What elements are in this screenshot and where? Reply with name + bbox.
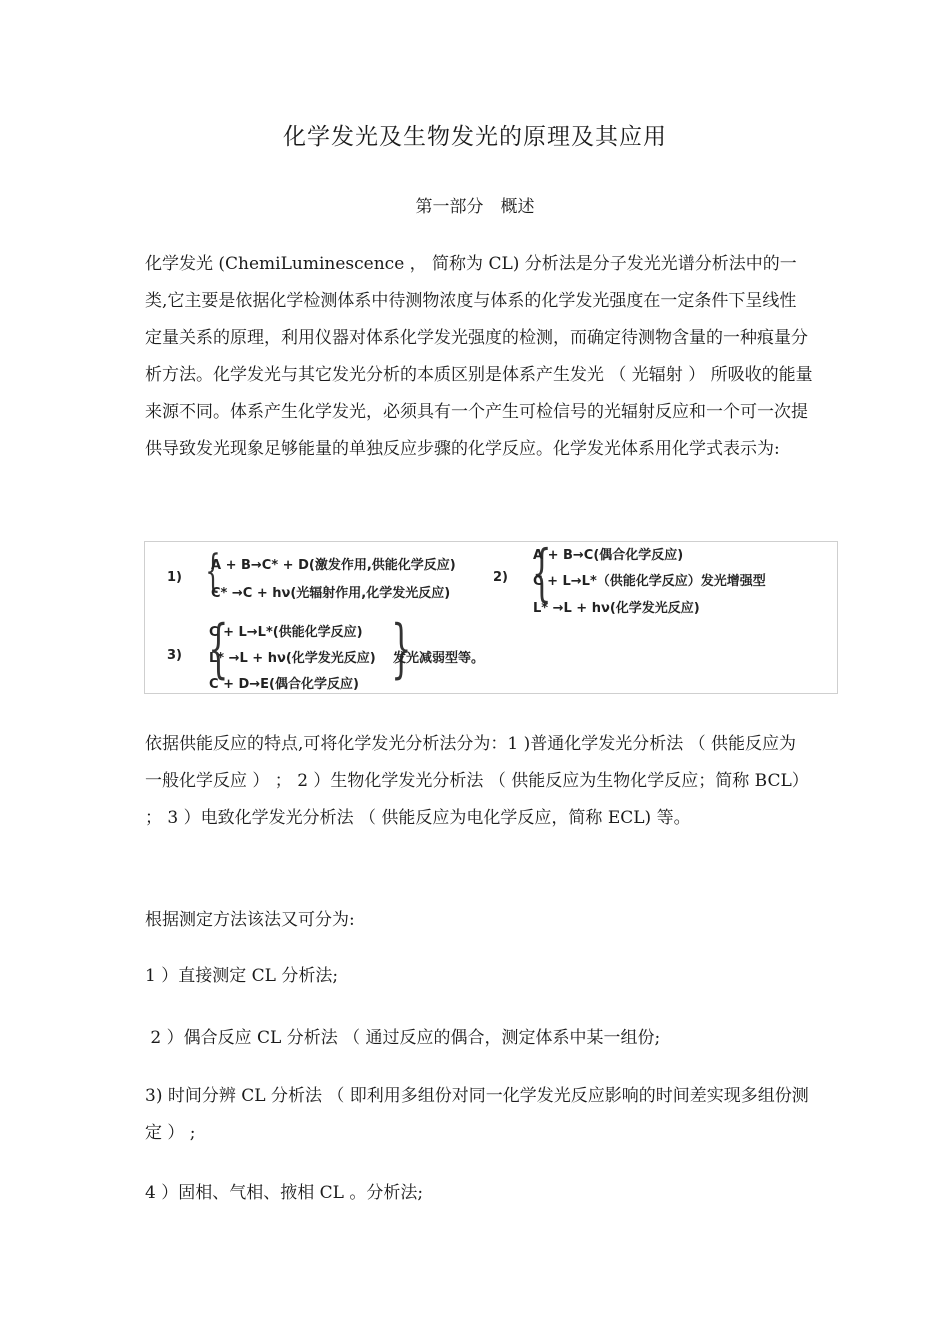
scheme-3-number: 3) (167, 648, 182, 663)
method-item-2: 2 ）偶合反应 CL 分析法 （ 通过反应的偶合，测定体系中某一组份; (145, 1028, 661, 1048)
method-item-3: 3) 时间分辨 CL 分析法 （ 即利用多组份对同一化学发光反应影响的时间差实现多组份测定 ） ; (145, 1086, 809, 1143)
scheme-3-line-1: C + L→L*(供能化学反应) (209, 625, 363, 640)
scheme-1-brace: { (205, 546, 221, 597)
scheme-3-right-brace: } (391, 612, 412, 686)
scheme-2-brace: { (531, 536, 552, 609)
reaction-scheme-figure (144, 536, 838, 694)
scheme-2-line-3: L* →L + hν(化学发光反应) (533, 601, 700, 616)
method-intro: 根据测定方法该法又可分为: (145, 910, 355, 930)
scheme-1-number: 1) (167, 570, 182, 585)
scheme-3-left-brace: { (208, 612, 229, 686)
intro-paragraph: 化学发光 (ChemiLuminescence ， 简称为 CL) 分析法是分子发光光谱分析法中的一类,它主要是依据化学检测体系中待测物浓度与体系的化学发光强度在一定条件下呈线性定量关系的原理，利用仪器对体系化学发光强度的检测，而确定待测物含量的一种痕量分析方法。化学发光与其它发光分析的本质区别是体系产生发光 （ 光辐射 ） 所吸收的能量来源不同。体系产生化学发光，必须具有一个产生可检信号的光辐射反应和一个可一次提供导致发光现象足够能量的单独反应步骤的化学反应。化学发光体系用化学式表示为: (145, 254, 813, 459)
document-title: 化学发光及生物发光的原理及其应用 (283, 124, 667, 150)
scheme-2-number: 2) (493, 570, 508, 585)
method-item-4: 4 ）固相、气相、掖相 CL 。分析法; (145, 1183, 424, 1203)
scheme-3-suffix: 发光减弱型等。 (393, 651, 485, 666)
scheme-1-line-1: A + B→C* + D(激发作用,供能化学反应) (211, 558, 456, 573)
classification-paragraph: 依据供能反应的特点,可将化学发光分析法分为：1 )普通化学发光分析法 （ 供能反应为一般化学反应 ） ； 2 ）生物化学发光分析法 （ 供能反应为生物化学反应；简称 BCL） ； 3 ）电致化学发光分析法 （ 供能反应为电化学反应，简称 ECL) 等。 (145, 734, 815, 828)
scheme-2-line-2: C + L→L*（供能化学反应）发光增强型 (533, 574, 766, 589)
scheme-1-line-2: C* →C + hν(光辐射作用,化学发光反应) (211, 586, 451, 601)
method-item-1: 1 ）直接测定 CL 分析法; (145, 966, 339, 986)
section-heading: 第一部分 概述 (415, 197, 535, 217)
scheme-2-line-1: A + B→C(偶合化学反应) (533, 548, 684, 563)
scheme-3-line-3: C + D→E(偶合化学反应) (209, 677, 359, 692)
scheme-3-line-2: L* →L + hν(化学发光反应) (209, 651, 376, 666)
